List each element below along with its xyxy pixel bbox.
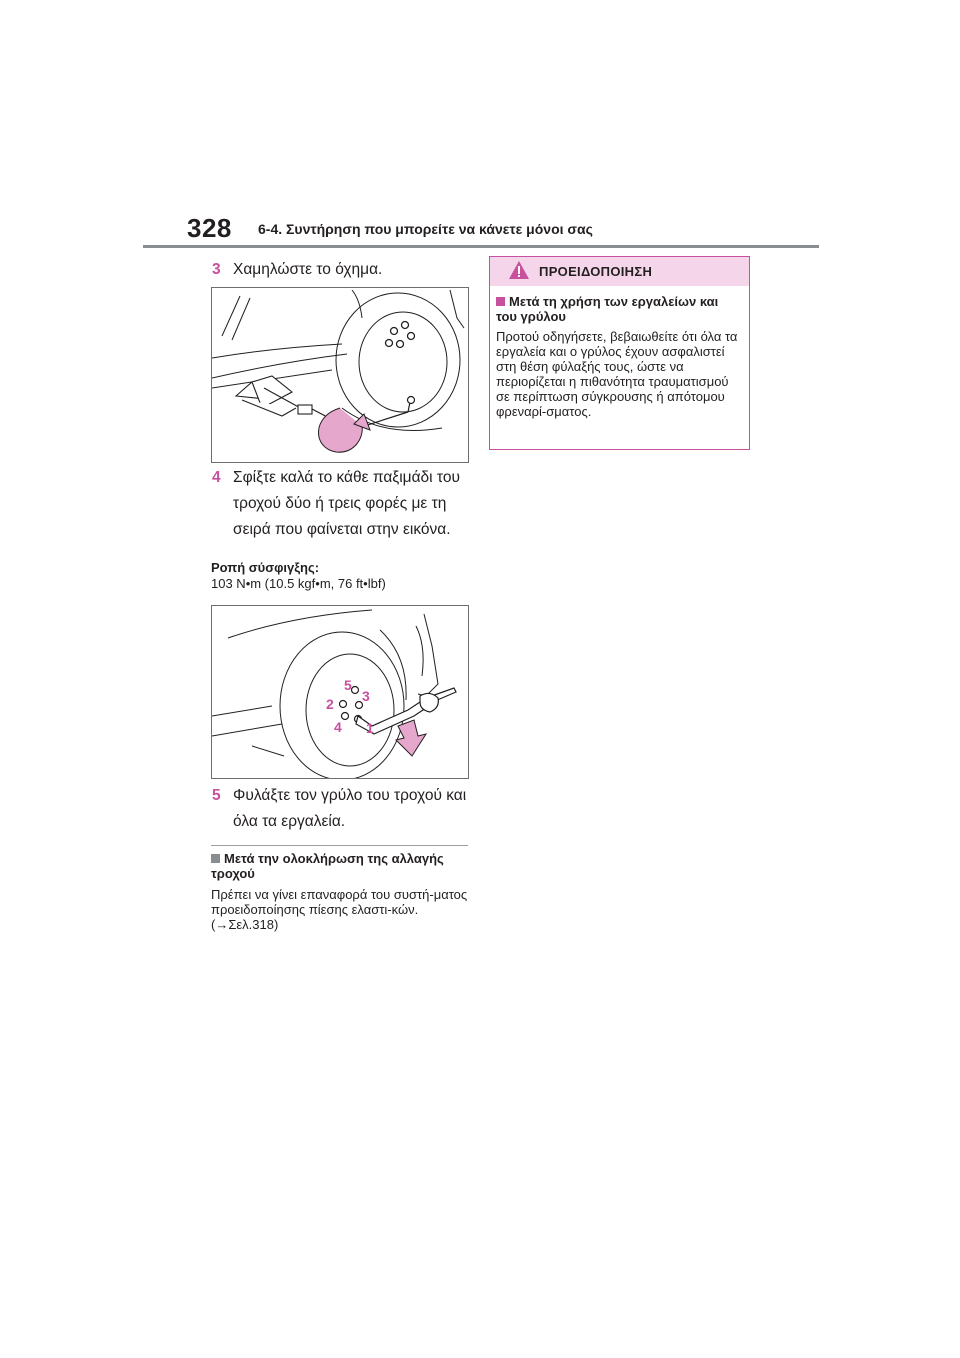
section-divider <box>211 845 468 846</box>
section-title: 6-4. Συντήρηση που μπορείτε να κάνετε μόνοι σας <box>258 221 593 237</box>
step-number: 3 <box>212 261 221 278</box>
warning-text: Προτού οδηγήσετε, βεβαιωθείτε ότι όλα τα εργαλεία και ο γρύλος έχουν ασφαλιστεί στη θέση φύλαξής τους, ώστε να περιορίζεται η πιθανότητα τραυματισμού σε περίπτωση σύγκρουσης ή απότομου φρεναρί-σματος. <box>496 329 738 419</box>
after-change-heading <box>211 851 473 881</box>
nut-order-4: 4 <box>334 719 342 735</box>
step-number: 5 <box>212 787 221 804</box>
header-divider <box>143 245 819 248</box>
warning-subheading <box>496 294 741 324</box>
warning-triangle-icon <box>508 260 530 280</box>
jack-icon <box>236 376 312 416</box>
page-number: 328 <box>187 213 232 243</box>
nut-order-5: 5 <box>344 677 352 693</box>
turn-arrow-icon <box>396 720 426 756</box>
step-number: 4 <box>212 469 221 486</box>
warning-title: ΠΡΟΕΙΔΟΠΟΙΗΣΗ <box>539 264 653 279</box>
step-4 <box>212 465 474 543</box>
warning-box <box>489 256 750 450</box>
step-text: Σφίξτε καλά το κάθε παξιμάδι του τροχού δύο ή τρεις φορές με τη σειρά που φαίνεται στην εικόνα. <box>233 469 460 538</box>
square-bullet-icon <box>211 854 220 863</box>
warning-header <box>490 257 749 286</box>
step-text: Φυλάξτε τον γρύλο του τροχού και όλα τα εργαλεία. <box>233 787 467 830</box>
wheel-nuts-icon <box>386 322 415 348</box>
warning-subheading-text: Μετά τη χρήση των εργαλείων και του γρύλου <box>496 294 719 324</box>
figure-tightening-order <box>211 605 469 779</box>
step-text: Χαμηλώστε το όχημα. <box>233 261 383 278</box>
torque-value: 103 N•m (10.5 kgf•m, 76 ft•lbf) <box>211 576 386 591</box>
rotation-arrow-icon <box>318 408 362 452</box>
lower-vehicle-illustration <box>212 288 468 462</box>
nut-order-2: 2 <box>326 696 334 712</box>
figure-lower-vehicle <box>211 287 469 463</box>
square-bullet-icon <box>496 297 505 306</box>
step-5 <box>212 783 474 835</box>
nut-order-1: 1 <box>366 720 374 736</box>
nut-order-3: 3 <box>362 688 370 704</box>
step-3 <box>212 257 474 283</box>
after-change-heading-text: Μετά την ολοκλήρωση της αλλαγής τροχού <box>211 851 444 881</box>
torque-label: Ροπή σύσφιγξης: <box>211 560 320 575</box>
tightening-order-illustration <box>212 606 468 778</box>
after-change-text: Πρέπει να γίνει επαναφορά του συστή-ματος προειδοποίησης πίεσης ελαστι-κών. (→Σελ.318) <box>211 887 468 932</box>
